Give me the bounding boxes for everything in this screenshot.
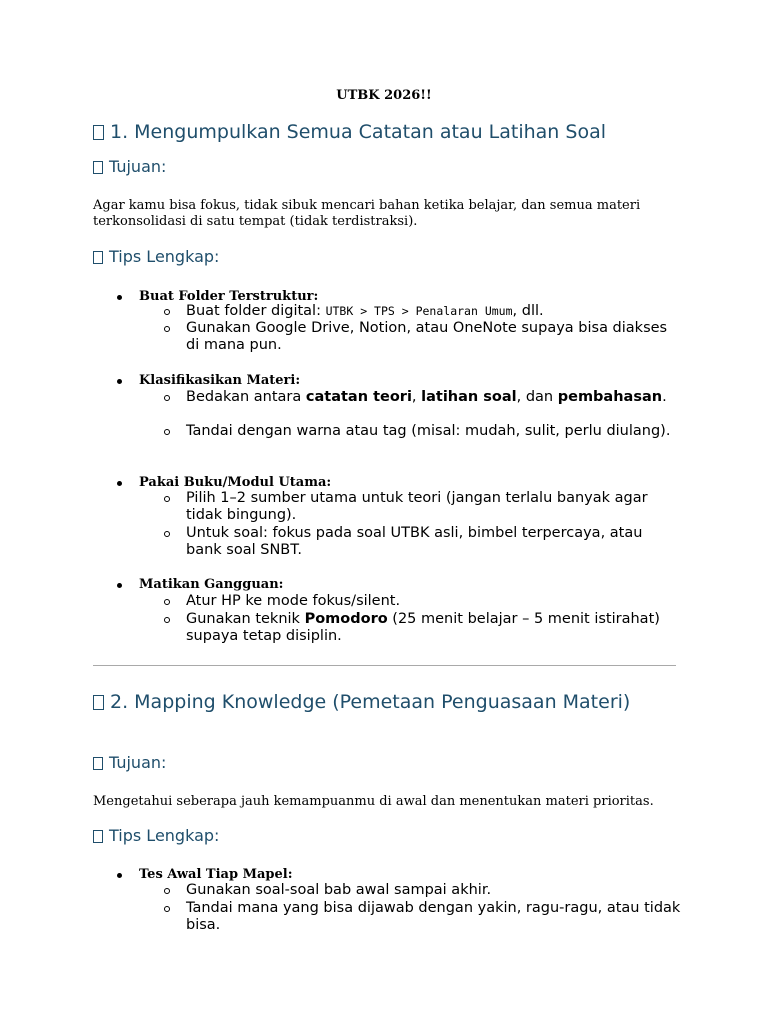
horizontal-divider bbox=[93, 665, 676, 666]
list-item-title: Buat Folder Terstruktur: bbox=[139, 289, 679, 305]
sub-item-text: Gunakan teknik bbox=[186, 611, 305, 627]
bold-term: catatan teori bbox=[305, 389, 412, 405]
section-2-heading-text: 2. Mapping Knowledge (Pemetaan Penguasaan Materi) bbox=[110, 691, 631, 713]
missing-glyph-box-icon bbox=[93, 830, 103, 843]
section-1-tujuan-heading bbox=[93, 157, 683, 177]
sub-list-item bbox=[186, 611, 681, 645]
missing-glyph-box-icon bbox=[93, 251, 103, 264]
sub-item-text: , dan bbox=[516, 389, 558, 405]
sub-list-item: Gunakan Google Drive, Notion, atau OneNote supaya bisa diakses di mana pun. bbox=[186, 320, 681, 354]
bold-term: pembahasan bbox=[557, 389, 663, 405]
section-2-tips-label: Tips Lengkap: bbox=[109, 826, 220, 845]
section-1-tips-heading bbox=[93, 247, 683, 267]
section-1-tujuan-text: Agar kamu bisa fokus, tidak sibuk mencari bahan ketika belajar, dan semua materi terkonsolidasi di satu tempat (tidak terdistraksi). bbox=[93, 198, 641, 229]
missing-glyph-box-icon bbox=[93, 757, 103, 770]
section-2-tujuan-heading bbox=[93, 753, 683, 773]
sub-list-item: Tandai mana yang bisa dijawab dengan yakin, ragu-ragu, atau tidak bisa. bbox=[186, 900, 681, 933]
bold-term: Pomodoro bbox=[304, 611, 388, 627]
section-1-tips-label: Tips Lengkap: bbox=[109, 247, 220, 266]
section-2-tujuan-label: Tujuan: bbox=[109, 753, 167, 772]
section-1-heading bbox=[93, 119, 683, 145]
sub-list-item: Tandai dengan warna atau tag (misal: mudah, sulit, perlu diulang). bbox=[186, 423, 681, 440]
section-1-heading-text: 1. Mengumpulkan Semua Catatan atau Latihan Soal bbox=[110, 121, 606, 143]
sub-item-text: . bbox=[662, 389, 667, 405]
sub-item-text: , bbox=[411, 389, 422, 405]
section-1-tujuan-label: Tujuan: bbox=[109, 157, 167, 176]
sub-list-item: Untuk soal: fokus pada soal UTBK asli, bimbel terpercaya, atau bank soal SNBT. bbox=[186, 525, 681, 559]
sub-list-item: Pilih 1–2 sumber utama untuk teori (jangan terlalu banyak agar tidak bingung). bbox=[186, 490, 681, 524]
sub-item-text: Buat folder digital: bbox=[186, 303, 326, 319]
list-item-title: Pakai Buku/Modul Utama: bbox=[139, 475, 679, 491]
sub-list-item bbox=[186, 389, 681, 406]
sub-list-item: Atur HP ke mode fokus/silent. bbox=[186, 593, 681, 610]
section-2-tips-heading bbox=[93, 826, 683, 846]
missing-glyph-box-icon bbox=[93, 161, 103, 174]
list-item-title: Klasifikasikan Materi: bbox=[139, 373, 679, 389]
sub-list-item bbox=[186, 303, 681, 320]
section-2-tujuan-text: Mengetahui seberapa jauh kemampuanmu di awal dan menentukan materi prioritas. bbox=[93, 794, 654, 809]
sub-item-text: Bedakan antara bbox=[186, 389, 306, 405]
document-title: UTBK 2026!! bbox=[336, 88, 432, 103]
code-path: UTBK > TPS > Penalaran Umum bbox=[325, 304, 513, 318]
list-item-title: Tes Awal Tiap Mapel: bbox=[139, 867, 679, 883]
section-2-heading bbox=[93, 689, 683, 715]
missing-glyph-box-icon bbox=[93, 695, 104, 710]
list-item-title: Matikan Gangguan: bbox=[139, 577, 679, 593]
sub-item-text: , dll. bbox=[512, 303, 544, 319]
sub-list-item: Gunakan soal-soal bab awal sampai akhir. bbox=[186, 882, 681, 899]
missing-glyph-box-icon bbox=[93, 125, 104, 140]
bold-term: latihan soal bbox=[421, 389, 517, 405]
sub-item-text: (25 menit belajar – 5 menit istirahat) supaya tetap disiplin. bbox=[186, 611, 660, 644]
